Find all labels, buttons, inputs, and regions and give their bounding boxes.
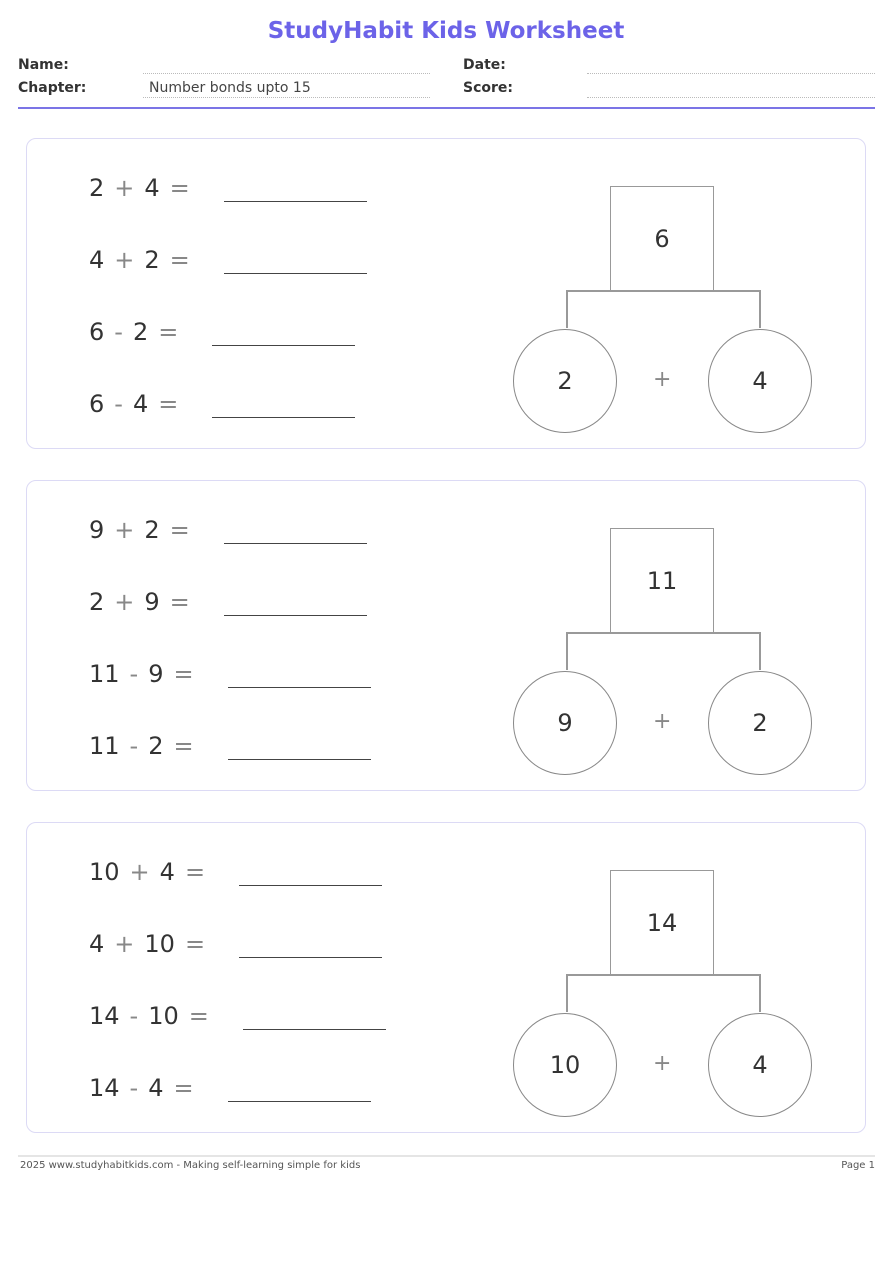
operator: -	[129, 660, 139, 688]
footer-divider	[18, 1155, 875, 1157]
equation-row	[89, 928, 382, 958]
operand: 11	[89, 732, 120, 760]
part-circle-1: 10	[513, 1013, 617, 1117]
operand: 10	[144, 930, 175, 958]
equals-sign: =	[184, 930, 206, 958]
header-divider	[18, 107, 875, 109]
bond-connector	[566, 974, 761, 1012]
equation-row	[89, 730, 371, 760]
page-title: StudyHabit Kids Worksheet	[267, 18, 625, 44]
chapter-field: Number bonds upto 15	[143, 80, 430, 98]
plus-sign: +	[653, 1051, 672, 1076]
bond-connector	[566, 632, 761, 670]
equals-sign: =	[169, 588, 190, 616]
operator: +	[114, 174, 135, 202]
name-field[interactable]	[143, 56, 430, 74]
equation-row	[89, 388, 355, 418]
operator: +	[114, 930, 135, 958]
part-circle-2: 2	[708, 671, 812, 775]
part-circle-1: 9	[513, 671, 617, 775]
number-bond-card	[26, 822, 866, 1133]
answer-blank[interactable]	[239, 937, 382, 958]
operand: 2	[144, 516, 160, 544]
operand: 4	[148, 1074, 164, 1102]
equation-row	[89, 586, 367, 616]
answer-blank[interactable]	[224, 595, 367, 616]
operand: 14	[89, 1074, 120, 1102]
equals-sign: =	[169, 174, 190, 202]
operand: 9	[148, 660, 164, 688]
whole-box: 11	[610, 528, 714, 633]
equals-sign: =	[158, 390, 179, 418]
equals-sign: =	[188, 1002, 209, 1030]
operand: 9	[144, 588, 160, 616]
operand: 6	[89, 318, 105, 346]
equals-sign: =	[158, 318, 179, 346]
part-circle-2: 4	[708, 1013, 812, 1117]
operand: 4	[159, 858, 175, 886]
operator: +	[114, 246, 135, 274]
date-field[interactable]	[587, 56, 875, 74]
operand: 6	[89, 390, 105, 418]
operand: 10	[148, 1002, 179, 1030]
operand: 9	[89, 516, 105, 544]
score-label: Score:	[463, 80, 513, 96]
answer-blank[interactable]	[212, 397, 355, 418]
equation-row	[89, 172, 367, 202]
score-field[interactable]	[587, 80, 875, 98]
operator: +	[129, 858, 150, 886]
operator: -	[129, 1002, 139, 1030]
operand: 2	[144, 246, 160, 274]
operator: -	[114, 318, 123, 346]
answer-blank[interactable]	[224, 253, 367, 274]
answer-blank[interactable]	[224, 181, 367, 202]
equals-sign: =	[173, 1074, 194, 1102]
date-label: Date:	[463, 57, 506, 73]
name-label: Name:	[18, 57, 69, 73]
equation-row	[89, 244, 367, 274]
operand: 2	[148, 732, 164, 760]
number-bond-card	[26, 138, 866, 449]
part-circle-2: 4	[708, 329, 812, 433]
plus-sign: +	[653, 709, 672, 734]
equals-sign: =	[184, 858, 206, 886]
operator: -	[114, 390, 123, 418]
whole-box: 6	[610, 186, 714, 291]
equation-row	[89, 658, 371, 688]
equation-row	[89, 1072, 371, 1102]
operand: 11	[89, 660, 120, 688]
plus-sign: +	[653, 367, 672, 392]
number-bond-card	[26, 480, 866, 791]
whole-box: 14	[610, 870, 714, 975]
operand: 2	[89, 588, 105, 616]
operator: -	[129, 732, 139, 760]
operand: 4	[89, 246, 105, 274]
equals-sign: =	[169, 516, 190, 544]
equation-row	[89, 316, 355, 346]
answer-blank[interactable]	[228, 739, 371, 760]
equals-sign: =	[169, 246, 190, 274]
answer-blank[interactable]	[224, 523, 367, 544]
operator: -	[129, 1074, 139, 1102]
answer-blank[interactable]	[212, 325, 355, 346]
footer-text: 2025 www.studyhabitkids.com - Making self-learning simple for kids	[20, 1160, 361, 1171]
operator: +	[114, 588, 135, 616]
operand: 10	[89, 858, 120, 886]
answer-blank[interactable]	[228, 1081, 371, 1102]
operand: 2	[132, 318, 149, 346]
operand: 14	[89, 1002, 120, 1030]
equation-row	[89, 514, 367, 544]
equation-row	[89, 1000, 386, 1030]
equals-sign: =	[173, 660, 194, 688]
answer-blank[interactable]	[243, 1009, 386, 1030]
chapter-label: Chapter:	[18, 80, 87, 96]
operand: 4	[132, 390, 149, 418]
operand: 4	[144, 174, 160, 202]
operand: 4	[89, 930, 105, 958]
answer-blank[interactable]	[239, 865, 382, 886]
answer-blank[interactable]	[228, 667, 371, 688]
part-circle-1: 2	[513, 329, 617, 433]
equals-sign: =	[173, 732, 194, 760]
bond-connector	[566, 290, 761, 328]
equation-row	[89, 856, 382, 886]
operand: 2	[89, 174, 105, 202]
page-number: Page 1	[841, 1160, 875, 1171]
operator: +	[114, 516, 135, 544]
